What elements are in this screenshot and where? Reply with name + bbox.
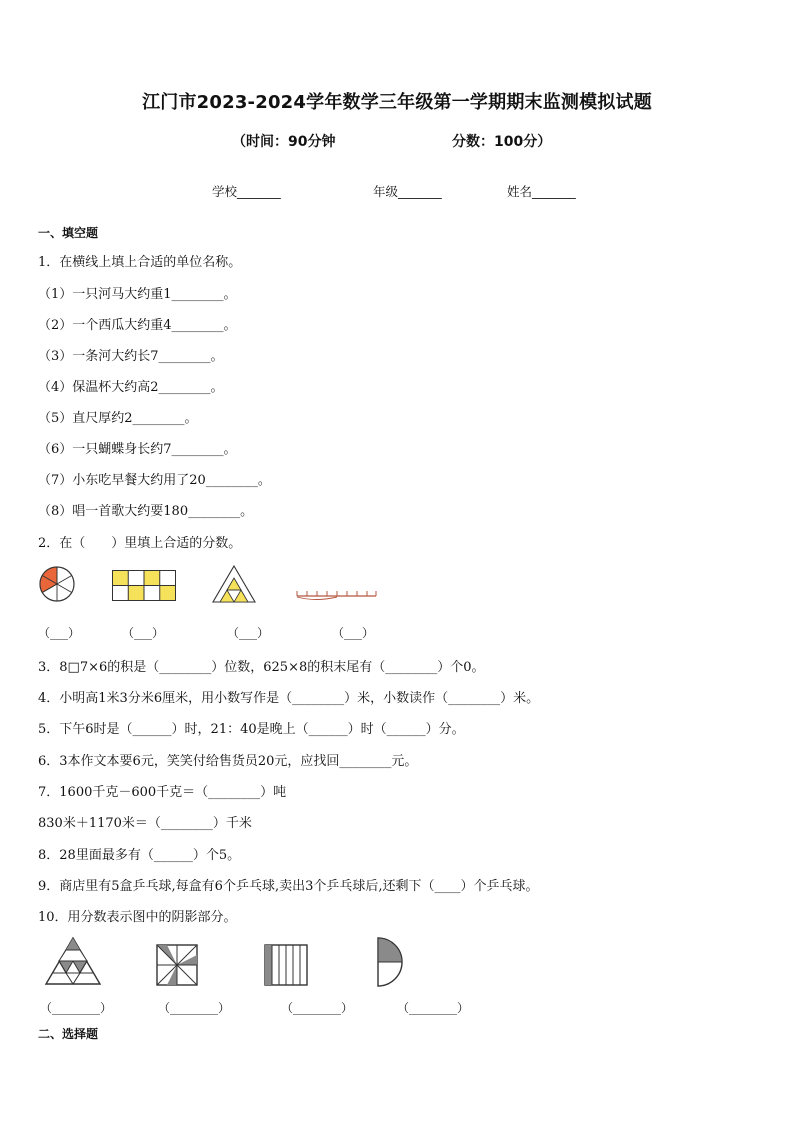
square-star-figure xyxy=(156,944,200,986)
q10-answer-blank[interactable]: （________） xyxy=(397,1001,470,1015)
q1-item: （4）保温杯大约高2________。 xyxy=(38,380,224,395)
question-4: 4．小明高1米3分米6厘米，用小数写作是（________）米，小数读作（________）米。 xyxy=(38,691,540,706)
question-8: 8．28里面最多有（______）个5。 xyxy=(38,848,241,863)
q2-answer-blank[interactable]: （___） xyxy=(122,626,165,640)
school-field[interactable]: 学校_______ xyxy=(212,184,281,199)
q1-item: （2）一个西瓜大约重4________。 xyxy=(38,318,237,333)
q1-item: （1）一只河马大约重1________。 xyxy=(38,287,237,302)
question-5: 5．下午6时是（______）时，21：40是晚上（______）时（______）分。 xyxy=(38,722,465,737)
exam-time: （时间：90分钟 xyxy=(232,134,336,150)
question-9: 9．商店里有5盒乒乓球,每盒有6个乒乓球,卖出3个乒乓球后,还剩下（____）个乒乓球。 xyxy=(38,879,539,894)
question-3: 3．8□7×6的积是（________）位数，625×8的积末尾有（________）个0。 xyxy=(38,660,485,675)
section-multiple-choice: 二、选择题 xyxy=(38,1027,99,1041)
question-2: 2．在（ ）里填上合适的分数。 xyxy=(38,536,242,551)
q2-answer-blank[interactable]: （___） xyxy=(332,626,375,640)
question-6: 6．3本作文本要6元，笑笑付给售货员20元，应找回________元。 xyxy=(38,754,418,769)
q2-answer-blank[interactable]: （___） xyxy=(38,626,81,640)
exam-score: 分数：100分） xyxy=(452,134,552,150)
question-7b: 830米＋1170米＝（________）千米 xyxy=(38,816,252,831)
grid-fraction-figure xyxy=(112,570,178,602)
q10-answer-blank[interactable]: （________） xyxy=(40,1001,113,1015)
circle-fraction-figure xyxy=(38,566,78,602)
grade-field[interactable]: 年级_______ xyxy=(373,184,442,199)
question-1: 1．在横线上填上合适的单位名称。 xyxy=(38,255,242,270)
triangle-shaded-figure xyxy=(44,936,102,986)
q10-answer-blank[interactable]: （________） xyxy=(281,1001,354,1015)
question-10: 10．用分数表示图中的阴影部分。 xyxy=(38,910,237,925)
q1-item: （7）小东吃早餐大约用了20________。 xyxy=(38,473,271,488)
q1-item: （3）一条河大约长7________。 xyxy=(38,349,224,364)
q1-item: （8）唱一首歌大约要180________。 xyxy=(38,504,254,519)
name-field[interactable]: 姓名_______ xyxy=(507,184,576,199)
q1-item: （5）直尺厚约2________。 xyxy=(38,411,198,426)
triangle-fraction-figure xyxy=(212,564,258,604)
q10-answer-blank[interactable]: （________） xyxy=(158,1001,231,1015)
section-fill-blank: 一、填空题 xyxy=(38,226,99,240)
q1-item: （6）一只蝴蝶身长约7________。 xyxy=(38,442,237,457)
page-title: 江门市2023-2024学年数学三年级第一学期期末监测模拟试题 xyxy=(142,92,652,113)
number-line-figure xyxy=(296,588,378,604)
rectangle-stripes-figure xyxy=(264,944,308,986)
semicircle-figure xyxy=(376,936,404,988)
q2-answer-blank[interactable]: （___） xyxy=(227,626,270,640)
question-7a: 7．1600千克－600千克＝（________）吨 xyxy=(38,785,287,800)
